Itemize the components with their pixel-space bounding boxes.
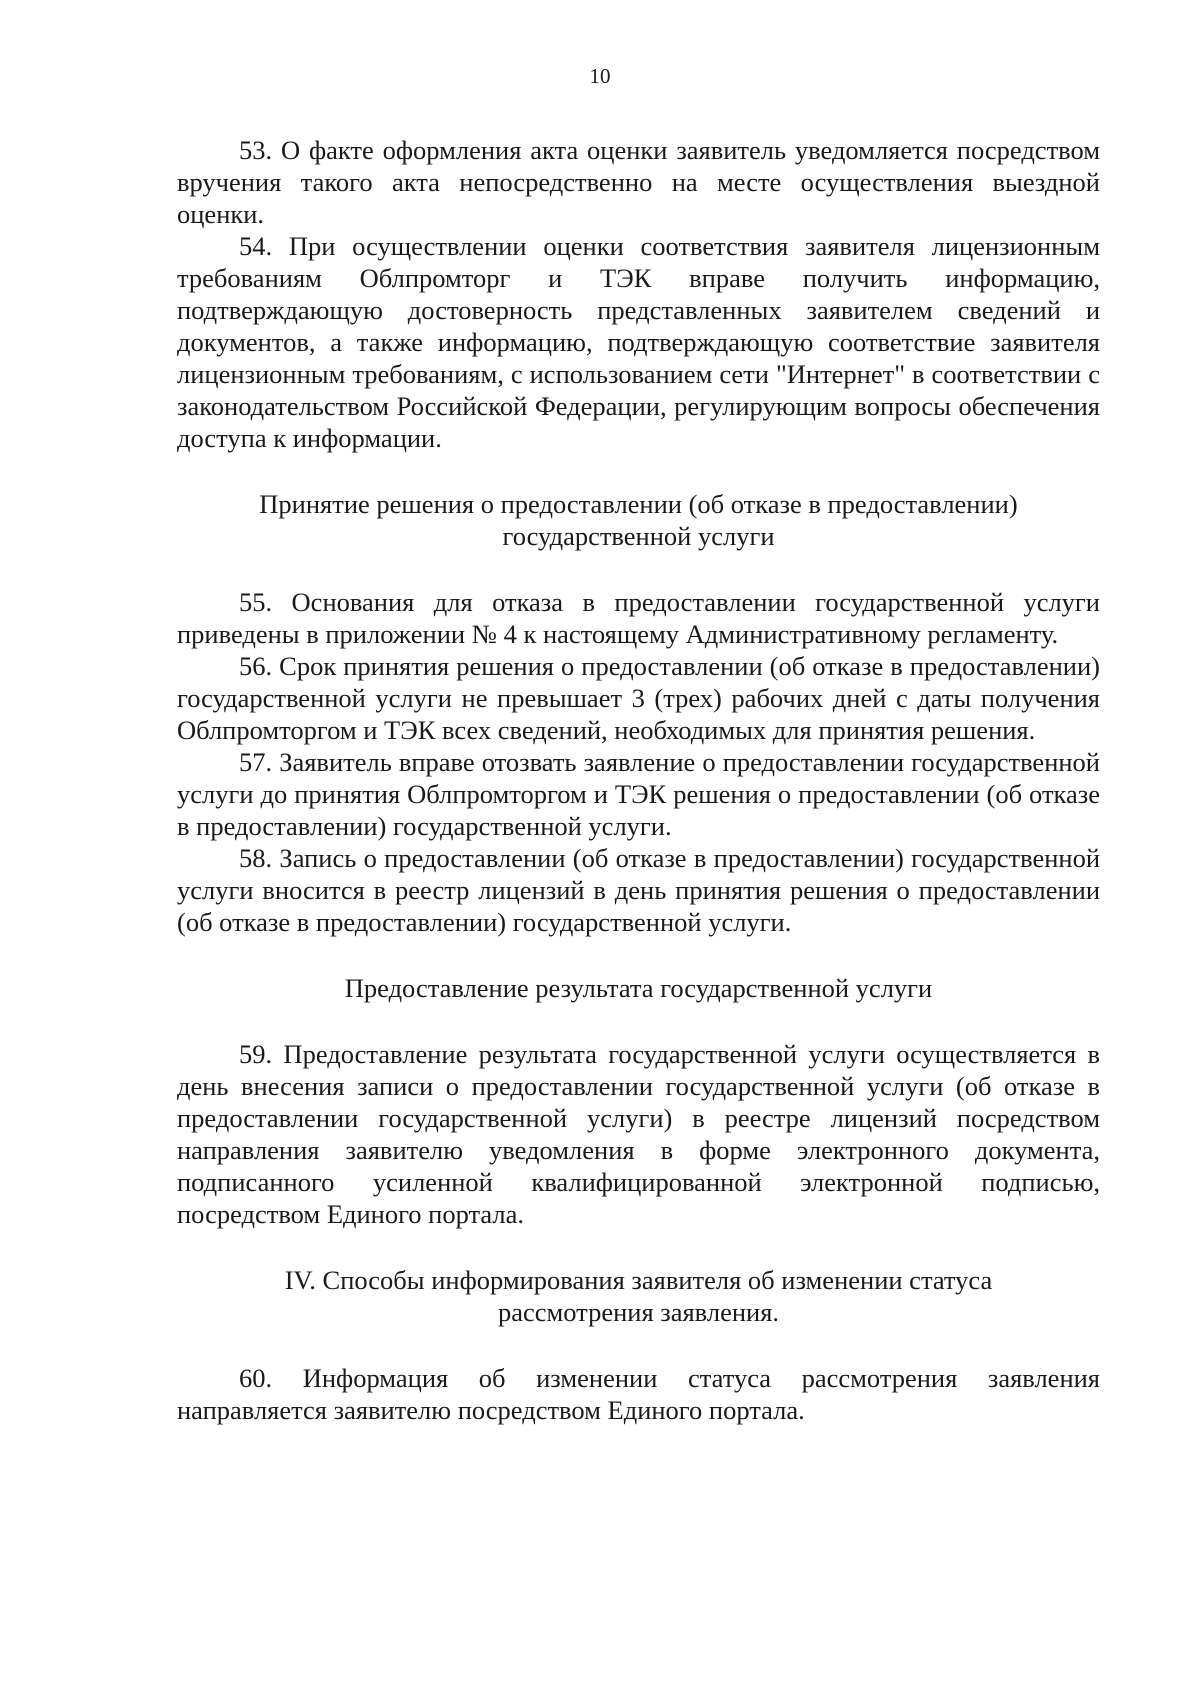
paragraph-60: 60. Информация об изменении статуса рассмотрения заявления направляется заявителю посредством Единого портала. bbox=[177, 1363, 1100, 1425]
page-number: 10 bbox=[589, 64, 611, 88]
section-heading-status-line1: IV. Способы информирования заявителя об изменении статуса bbox=[284, 1265, 993, 1295]
paragraph-55: 55. Основания для отказа в предоставлении государственной услуги приведены в приложении № 4 к настоящему Административному регламенту. bbox=[177, 587, 1100, 649]
section-heading-decision bbox=[177, 488, 1100, 552]
paragraph-54: 54. При осуществлении оценки соответствия заявителя лицензионным требованиям Облпромторг и ТЭК вправе получить информацию, подтверждающую достоверность представленных заявителем сведений и документов, а также информацию, подтверждающую соответствие заявителя лицензионным требованиям, с использованием сети "Интернет" в соответствии с законодательством Российской Федерации, регулирующим вопросы обеспечения доступа к информации. bbox=[177, 231, 1100, 453]
paragraph-53: 53. О факте оформления акта оценки заявитель уведомляется посредством вручения такого акта непосредственно на месте осуществления выездной оценки. bbox=[177, 135, 1100, 229]
section-heading-result: Предоставление результата государственной услуги bbox=[344, 973, 933, 1003]
paragraph-58: 58. Запись о предоставлении (об отказе в предоставлении) государственной услуги вносится в реестр лицензий в день принятия решения о предоставлении (об отказе в предоставлении) государственной услуги. bbox=[177, 843, 1100, 937]
section-heading-status-line2: рассмотрения заявления. bbox=[497, 1297, 780, 1327]
paragraph-56: 56. Срок принятия решения о предоставлении (об отказе в предоставлении) государственной услуги не превышает 3 (трех) рабочих дней с даты получения Облпромторгом и ТЭК всех сведений, необходимых для принятия решения. bbox=[177, 651, 1100, 745]
paragraph-57: 57. Заявитель вправе отозвать заявление о предоставлении государственной услуги до принятия Облпромторгом и ТЭК решения о предоставлении (об отказе в предоставлении) государственной услуги. bbox=[177, 747, 1100, 841]
document-body bbox=[177, 134, 1100, 1426]
section-heading-decision-line2: государственной услуги bbox=[502, 521, 775, 551]
section-heading-decision-line1: Принятие решения о предоставлении (об отказе в предоставлении) bbox=[259, 489, 1018, 519]
section-heading-status bbox=[177, 1264, 1100, 1328]
paragraph-59: 59. Предоставление результата государственной услуги осуществляется в день внесения записи о предоставлении государственной услуги (об отказе в предоставлении государственной услуги) в реестре лицензий посредством направления заявителю уведомления в форме электронного документа, подписанного усиленной квалифицированной электронной подписью, посредством Единого портала. bbox=[177, 1039, 1100, 1229]
